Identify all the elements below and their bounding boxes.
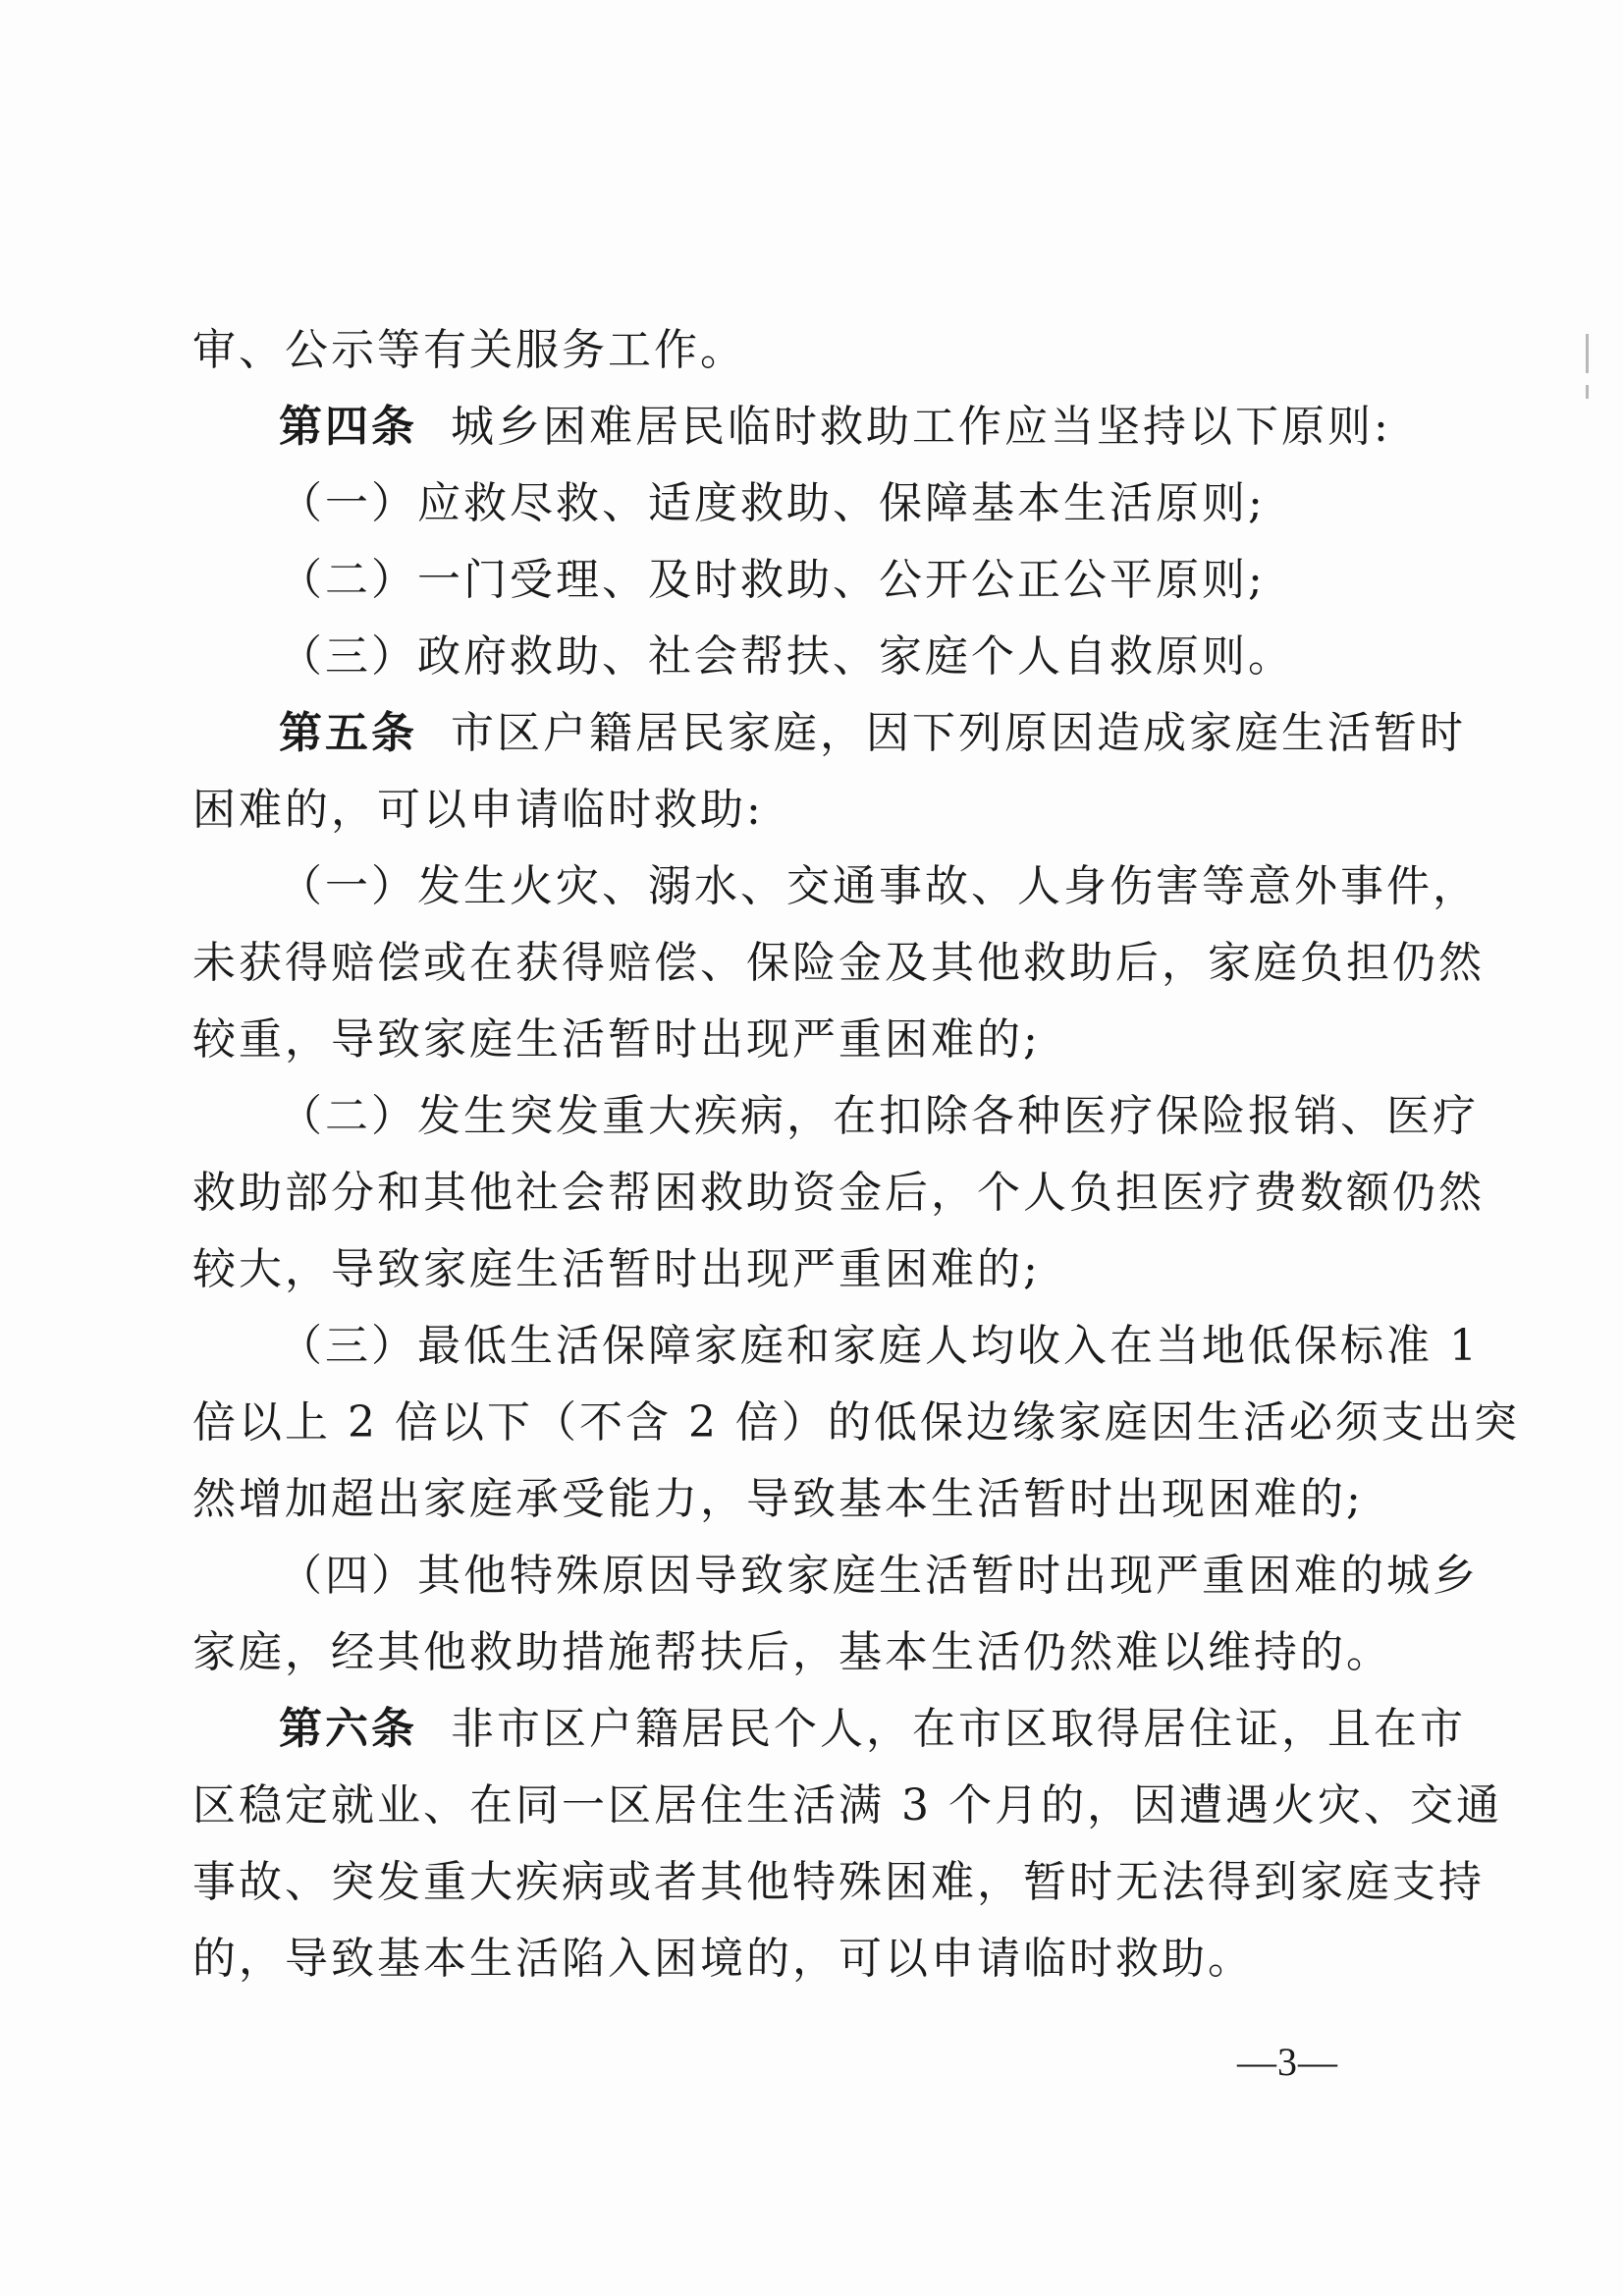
text-line: 困难的，可以申请临时救助: xyxy=(192,785,764,835)
text-line: 未获得赔偿或在获得赔偿、保险金及其他救助后，家庭负担仍然 xyxy=(192,938,1485,988)
text-line: 然增加超出家庭承受能力，导致基本生活暂时出现困难的; xyxy=(192,1474,1364,1524)
text-line: 审、公示等有关服务工作。 xyxy=(192,325,746,375)
text-line: （一）应救尽救、适度救助、保障基本生活原则; xyxy=(279,478,1266,528)
article-six-line xyxy=(192,1691,1466,1768)
article-five-text: 市区户籍居民家庭，因下列原因造成家庭生活暂时 xyxy=(451,708,1466,758)
article-five-heading: 第五条 xyxy=(279,708,417,758)
text-line: 较大，导致家庭生活暂时出现严重困难的; xyxy=(192,1244,1041,1294)
text-line: 救助部分和其他社会帮困救助资金后，个人负担医疗费数额仍然 xyxy=(192,1168,1485,1218)
article-four-line xyxy=(192,389,1395,465)
body-text xyxy=(192,312,1520,1997)
text-line: （二）一门受理、及时救助、公开公正公平原则; xyxy=(279,555,1266,605)
page-number: —3— xyxy=(1237,2040,1338,2084)
text-line: 的，导致基本生活陷入困境的，可以申请临时救助。 xyxy=(192,1934,1254,1984)
text-line: 较重，导致家庭生活暂时出现严重困难的; xyxy=(192,1014,1041,1065)
text-line: 倍以上 2 倍以下（不含 2 倍）的低保边缘家庭因生活必须支出突 xyxy=(192,1397,1520,1448)
scan-edge-mark xyxy=(1586,334,1589,373)
scan-edge-mark xyxy=(1586,385,1589,399)
text-line: 家庭，经其他救助措施帮扶后，基本生活仍然难以维持的。 xyxy=(192,1627,1392,1677)
text-line: （一）发生火灾、溺水、交通事故、人身伤害等意外事件， xyxy=(279,861,1479,911)
text-line: 区稳定就业、在同一区居住生活满 3 个月的，因遭遇火灾、交通 xyxy=(192,1780,1502,1831)
article-six-text: 非市区户籍居民个人，在市区取得居住证，且在市 xyxy=(451,1704,1466,1754)
text-line: （二）发生突发重大疾病，在扣除各种医疗保险报销、医疗 xyxy=(279,1091,1479,1141)
article-six-heading: 第六条 xyxy=(279,1704,417,1754)
text-line: （三）政府救助、社会帮扶、家庭个人自救原则。 xyxy=(279,631,1294,682)
text-line: （四）其他特殊原因导致家庭生活暂时出现严重困难的城乡 xyxy=(279,1551,1479,1601)
article-five-line xyxy=(192,695,1466,772)
article-four-heading: 第四条 xyxy=(279,402,417,452)
text-line: 事故、突发重大疾病或者其他特殊困难，暂时无法得到家庭支持 xyxy=(192,1857,1485,1907)
text-line: （三）最低生活保障家庭和家庭人均收入在当地低保标准 1 xyxy=(279,1321,1480,1371)
article-four-text: 城乡困难居民临时救助工作应当坚持以下原则: xyxy=(451,402,1391,452)
